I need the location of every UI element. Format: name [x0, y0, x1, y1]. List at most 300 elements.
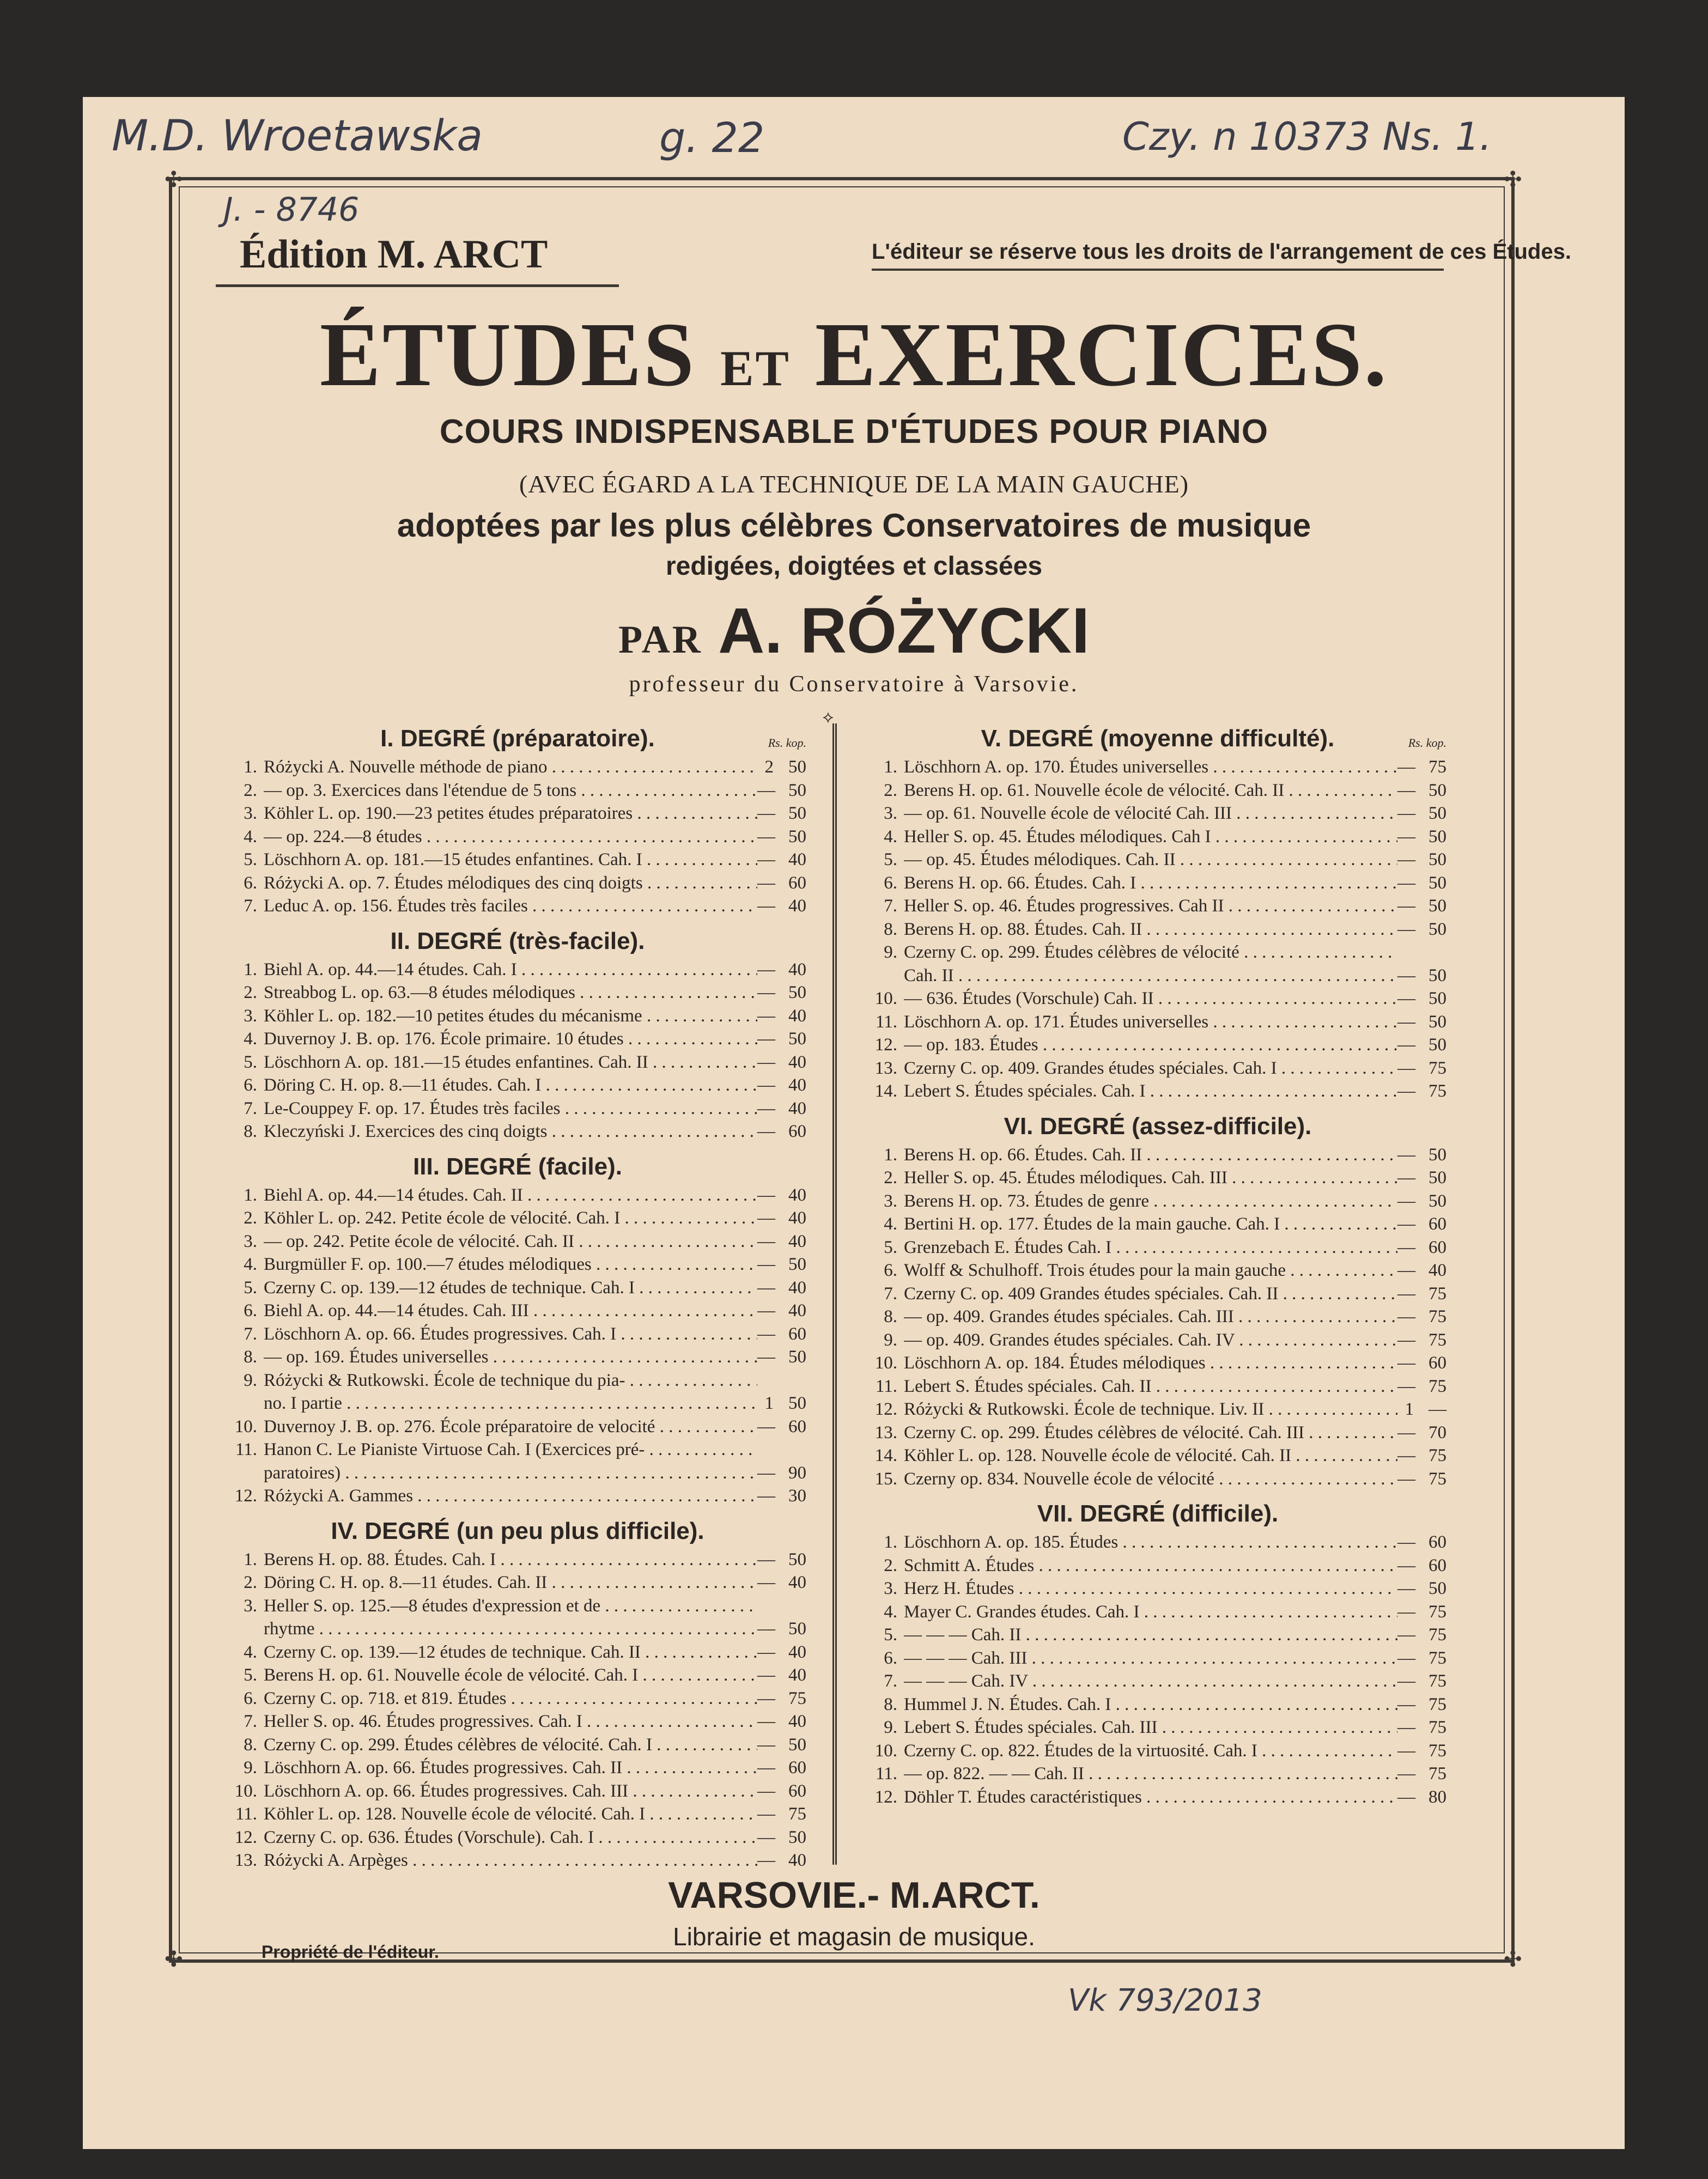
item-price-roubles: —: [1397, 1787, 1415, 1807]
item-number: 5.: [884, 1237, 897, 1257]
item-number: 15.: [874, 1469, 897, 1489]
item-price-kopecks: 75: [1429, 1307, 1446, 1326]
item-title: Berens H. op. 66. Études. Cah. II . . .: [904, 1143, 1397, 1167]
item-title: Czerny C. op. 409. Grandes études spéciales. Cah. I . . .: [904, 1057, 1397, 1080]
list-item: [229, 1415, 806, 1439]
list-item: [229, 779, 806, 802]
item-price-roubles: —: [1397, 1469, 1415, 1489]
handwritten-inventory: Czy. n 10373 Ns. 1.: [1122, 114, 1492, 159]
item-price-kopecks: 40: [788, 1185, 806, 1205]
item-price-kopecks: 40: [788, 1712, 806, 1731]
title-word-etudes: ÉTUDES: [319, 304, 696, 405]
item-price-kopecks: 75: [1429, 757, 1446, 777]
item-number: 6.: [244, 1688, 257, 1708]
item-title: Burgmüller F. op. 100.—7 études mélodiques . . .: [264, 1253, 757, 1276]
list-item: [869, 1600, 1446, 1624]
item-price-kopecks: 60: [788, 1122, 806, 1141]
item-price-roubles: —: [1397, 1555, 1415, 1575]
main-title: [0, 302, 1708, 407]
item-number: 12.: [874, 1399, 897, 1419]
item-number: 13.: [874, 1422, 897, 1442]
item-price-kopecks: 50: [788, 1827, 806, 1847]
handwritten-stamp: Vk 793/2013: [1068, 1983, 1262, 2018]
list-item: [869, 848, 1446, 872]
item-price-roubles: —: [1397, 896, 1415, 916]
item-title: Lebert S. Études spéciales. Cah. I . . .: [904, 1080, 1397, 1103]
item-price-roubles: —: [1397, 1694, 1415, 1714]
item-price-roubles: —: [757, 1734, 775, 1755]
item-title: — op. 409. Grandes études spéciales. Cah. III . . .: [904, 1305, 1397, 1329]
item-price-kopecks: 60: [788, 873, 806, 893]
edition-label: Édition M. ARCT: [240, 232, 548, 277]
item-number: 10.: [874, 989, 897, 1008]
list-item: [869, 1531, 1446, 1554]
item-number: 5.: [244, 1277, 257, 1298]
item-title: Mayer C. Grandes études. Cah. I . . .: [904, 1600, 1397, 1624]
item-number: 11.: [875, 1376, 897, 1396]
item-price-roubles: —: [757, 1052, 775, 1072]
currency-label: Rs. kop.: [1408, 736, 1446, 750]
item-price-roubles: —: [757, 850, 775, 869]
degree-heading-label: VII. DEGRÉ (difficile).: [1037, 1500, 1279, 1527]
item-number: 12.: [874, 1035, 897, 1055]
item-price-roubles: —: [1397, 1168, 1415, 1188]
item-title: Köhler L. op. 182.—10 petites études du mécanisme . . .: [264, 1005, 757, 1028]
item-price-kopecks: 60: [1429, 1353, 1446, 1373]
item-number: 3.: [244, 1596, 257, 1616]
list-item: [229, 1120, 806, 1143]
item-number: 12.: [874, 1787, 897, 1807]
item-price-kopecks: 60: [1429, 1532, 1446, 1552]
item-title: Cah. II . . .: [904, 964, 1397, 988]
item-price-kopecks: 75: [1429, 1469, 1446, 1489]
item-price-kopecks: 50: [1429, 896, 1446, 916]
item-price-kopecks: 40: [788, 1277, 806, 1298]
item-number: 6.: [884, 873, 897, 893]
item-price-kopecks: 40: [788, 1665, 806, 1685]
item-title: Biehl A. op. 44.—14 études. Cah. I . . .: [264, 958, 757, 982]
list-item: [869, 987, 1446, 1011]
list-item: [869, 894, 1446, 918]
item-number: 9.: [884, 1718, 897, 1737]
handwritten-owner: M.D. Wroetawska: [112, 112, 483, 161]
item-title: Leduc A. op. 156. Études très faciles . . .: [264, 894, 757, 918]
list-item: [869, 825, 1446, 849]
item-price-roubles: —: [1397, 1012, 1415, 1032]
item-title: Kleczyński J. Exercices des cinq doigts . . .: [264, 1120, 757, 1143]
list-item: [229, 1548, 806, 1572]
item-number: 7.: [884, 1283, 897, 1304]
item-price-kopecks: 75: [1429, 1671, 1446, 1691]
item-price-roubles: [757, 1369, 774, 1392]
item-price-kopecks: 50: [1429, 1168, 1446, 1188]
item-number: 4.: [244, 1642, 257, 1662]
list-item: [229, 1733, 806, 1757]
list-item: [229, 1849, 806, 1872]
item-number: 7.: [884, 896, 897, 916]
item-number: 3.: [884, 1579, 897, 1598]
item-number: [229, 1462, 264, 1485]
item-price-roubles: —: [1397, 1718, 1415, 1737]
item-price-roubles: —: [1397, 1145, 1415, 1165]
list-item: [229, 1207, 806, 1230]
item-price-kopecks: 50: [788, 1347, 806, 1367]
item-price-kopecks: 40: [788, 1006, 806, 1026]
item-title: Różycki A. Gammes . . .: [264, 1484, 757, 1508]
list-item: [229, 1074, 806, 1097]
item-title: Różycki A. op. 7. Études mélodiques des cinq doigts . . .: [264, 872, 757, 895]
property-note: Propriété de l'éditeur.: [262, 1942, 439, 1962]
item-price-kopecks: 40: [788, 1075, 806, 1095]
list-item: [229, 1097, 806, 1121]
list-item: [869, 918, 1446, 941]
item-number: 8.: [884, 1694, 897, 1714]
item-price-roubles: —: [1397, 965, 1415, 985]
item-number: 1.: [244, 1185, 257, 1205]
item-title: Löschhorn A. op. 181.—15 études enfantines. Cah. I . . .: [264, 848, 757, 872]
item-price-roubles: —: [1397, 873, 1415, 893]
list-item: [229, 958, 806, 982]
item-price-kopecks: 50: [1429, 919, 1446, 939]
item-price-roubles: —: [757, 873, 775, 893]
list-item: [229, 1484, 806, 1508]
item-number: 5.: [244, 1665, 257, 1685]
item-price-kopecks: 50: [1429, 873, 1446, 893]
list-item: [869, 1213, 1446, 1236]
item-number: 4.: [244, 1029, 257, 1049]
list-item: [229, 825, 806, 849]
list-item: [229, 1687, 806, 1711]
item-price-roubles: —: [757, 1712, 775, 1731]
degree-heading-label: VI. DEGRÉ (assez-difficile).: [1004, 1112, 1312, 1140]
degree-heading-label: II. DEGRÉ (très-facile).: [390, 927, 645, 954]
item-price-roubles: —: [757, 1642, 775, 1662]
publisher-line: VARSOVIE.- M.ARCT.: [668, 1874, 1040, 1916]
list-item: [229, 1346, 806, 1369]
currency-label: Rs. kop.: [768, 736, 806, 750]
list-item: [229, 1027, 806, 1051]
item-price-kopecks: 90: [788, 1463, 806, 1483]
list-item: [869, 1670, 1446, 1693]
section-spacer: [869, 1490, 1446, 1497]
item-title: paratoires) . . .: [264, 1462, 757, 1485]
item-title: Czerny C. op. 636. Études (Vorschule). Cah. I . . .: [264, 1826, 757, 1849]
item-number: 6.: [884, 1261, 897, 1280]
item-title: Biehl A. op. 44.—14 études. Cah. III . . .: [264, 1299, 757, 1323]
item-number: [869, 964, 904, 988]
list-item: [229, 1617, 806, 1641]
list-item: [229, 756, 806, 779]
item-number: 5.: [884, 850, 897, 869]
item-title: Berens H. op. 73. Études de genre . . .: [904, 1190, 1397, 1213]
item-title: Köhler L. op. 128. Nouvelle école de vélocité. Cah. I . . .: [264, 1803, 757, 1826]
item-price-roubles: —: [757, 1486, 775, 1506]
item-price-roubles: —: [1397, 1671, 1415, 1691]
list-item: [869, 1623, 1446, 1647]
item-title: Löschhorn A. op. 170. Études universelles . . .: [904, 756, 1397, 779]
item-price-kopecks: 75: [1429, 1648, 1446, 1668]
item-title: Berens H. op. 88. Études. Cah. II . . .: [904, 918, 1397, 941]
item-title: Löschhorn A. op. 184. Études mélodiques . . .: [904, 1352, 1397, 1375]
degree-heading-label: V. DEGRÉ (moyenne difficulté).: [981, 725, 1335, 752]
item-price-kopecks: 75: [1429, 1446, 1446, 1465]
list-item: [229, 1230, 806, 1253]
edition-underline: [216, 284, 619, 287]
item-title: Köhler L. op. 128. Nouvelle école de vélocité. Cah. II . . .: [904, 1444, 1397, 1468]
list-item: [229, 1594, 806, 1618]
item-price-kopecks: 75: [1429, 1764, 1446, 1784]
list-item: [229, 1299, 806, 1323]
catalog-right-column: [869, 722, 1446, 1809]
item-title: Berens H. op. 66. Études. Cah. I . . .: [904, 872, 1397, 895]
handwritten-shelfmark: J. - 8746: [223, 191, 360, 229]
item-price-kopecks: 50: [788, 1029, 806, 1049]
shop-line: Librairie et magasin de musique.: [673, 1922, 1035, 1951]
item-number: 10.: [234, 1416, 257, 1437]
item-number: 9.: [244, 1758, 257, 1778]
item-price-roubles: —: [1397, 1579, 1415, 1598]
classees-line: redigées, doigtées et classées: [665, 552, 1043, 581]
item-number: 13.: [874, 1058, 897, 1078]
item-price-kopecks: 60: [788, 1416, 806, 1437]
list-item: [869, 1080, 1446, 1103]
item-price-kopecks: 40: [788, 1098, 806, 1118]
item-price-roubles: —: [757, 1549, 775, 1569]
item-title: — — — Cah. II . . .: [904, 1623, 1397, 1647]
item-title: no. I partie . . .: [264, 1392, 757, 1415]
item-price-kopecks: 75: [1429, 1602, 1446, 1622]
item-title: Wolff & Schulhoff. Trois études pour la main gauche . . .: [904, 1259, 1397, 1282]
item-price-kopecks: 75: [1429, 1330, 1446, 1350]
item-price-roubles: —: [1397, 850, 1415, 869]
item-title: Berens H. op. 61. Nouvelle école de vélocité. Cah. I . . .: [264, 1664, 757, 1687]
item-price-roubles: —: [1397, 1058, 1415, 1078]
item-price-kopecks: [1414, 941, 1446, 964]
item-number: 5.: [244, 850, 257, 869]
item-number: 10.: [234, 1781, 257, 1801]
item-title: Bertini H. op. 177. Études de la main gauche. Cah. I . . .: [904, 1213, 1397, 1236]
item-number: 9.: [884, 942, 897, 962]
list-item: [229, 1803, 806, 1826]
item-price-kopecks: 75: [1429, 1625, 1446, 1645]
item-price-kopecks: 50: [1429, 965, 1446, 985]
list-item: [229, 1710, 806, 1733]
item-price-roubles: —: [1397, 919, 1415, 939]
item-price-roubles: —: [757, 1277, 775, 1298]
item-number: 9.: [244, 1370, 257, 1390]
item-price-kopecks: 75: [788, 1804, 806, 1824]
degree-heading: [229, 722, 806, 756]
list-item: [229, 1005, 806, 1028]
item-title: Döhler T. Études caractéristiques . . .: [904, 1786, 1397, 1809]
title-word-exercices: EXERCICES.: [815, 304, 1389, 405]
list-item: [869, 1143, 1446, 1167]
item-price-kopecks: 50: [788, 983, 806, 1002]
divider-ornament-icon: ⟡: [823, 708, 834, 726]
item-price-roubles: —: [1397, 780, 1415, 800]
item-price-kopecks: 40: [788, 1301, 806, 1320]
item-number: 2.: [884, 1555, 897, 1575]
item-price-roubles: —: [757, 1122, 775, 1141]
list-item: [869, 1166, 1446, 1190]
item-number: 7.: [244, 1712, 257, 1731]
corner-ornament-icon: ✣: [165, 1947, 183, 1971]
item-title: — op. 409. Grandes études spéciales. Cah. IV . . .: [904, 1329, 1397, 1352]
item-number: 2.: [244, 983, 257, 1002]
item-title: Czerny C. op. 299. Études célèbres de vélocité. Cah. I . . .: [264, 1733, 757, 1757]
list-item: [869, 1259, 1446, 1282]
item-price-roubles: 1: [764, 1393, 774, 1413]
list-item: [869, 872, 1446, 895]
item-price-kopecks: 50: [788, 1619, 806, 1639]
item-price-roubles: —: [1397, 1214, 1415, 1234]
degree-heading-label: IV. DEGRÉ (un peu plus difficile).: [331, 1517, 704, 1544]
item-price-kopecks: 75: [1429, 1376, 1446, 1396]
item-number: 12.: [234, 1486, 257, 1506]
item-price-roubles: —: [757, 1098, 775, 1118]
item-price-kopecks: 75: [1429, 1058, 1446, 1078]
corner-ornament-icon: ✣: [1504, 1947, 1522, 1971]
item-number: 11.: [875, 1012, 897, 1032]
list-item: [869, 941, 1446, 964]
item-title: Czerny C. op. 299. Études célèbres de vélocité. Cah. III . . .: [904, 1421, 1397, 1445]
item-price-kopecks: 50: [1429, 1035, 1446, 1055]
item-title: — op. 242. Petite école de vélocité. Cah. II . . .: [264, 1230, 757, 1253]
item-number: 6.: [244, 1301, 257, 1320]
list-item: [229, 981, 806, 1005]
item-price-roubles: —: [1397, 1283, 1415, 1304]
item-title: Hanon C. Le Pianiste Virtuose Cah. I (Exercices pré- . . .: [264, 1438, 757, 1462]
item-price-kopecks: 50: [788, 1255, 806, 1274]
item-number: 12.: [234, 1827, 257, 1847]
list-item: [229, 802, 806, 825]
item-number: 7.: [244, 896, 257, 916]
item-title: Löschhorn A. op. 66. Études progressives. Cah. III . . .: [264, 1780, 757, 1803]
section-spacer: [229, 1508, 806, 1514]
item-price-roubles: —: [757, 1006, 775, 1026]
item-title: Löschhorn A. op. 171. Études universelles . . .: [904, 1011, 1397, 1034]
item-title: Czerny C. op. 822. Études de la virtuosité. Cah. I . . .: [904, 1739, 1397, 1763]
list-item: [869, 1057, 1446, 1080]
item-title: Czerny C. op. 718. et 819. Études . . .: [264, 1687, 757, 1711]
item-price-kopecks: 75: [788, 1688, 806, 1708]
item-title: — op. 61. Nouvelle école de vélocité Cah. III . . .: [904, 802, 1397, 825]
item-price-roubles: 1: [1405, 1399, 1414, 1419]
item-price-roubles: —: [757, 1463, 775, 1483]
item-number: 8.: [244, 1122, 257, 1141]
item-number: [229, 1617, 264, 1641]
subtitle-left-hand: (AVEC ÉGARD A LA TECHNIQUE DE LA MAIN GAUCHE): [519, 470, 1189, 498]
section-spacer: [869, 1103, 1446, 1110]
item-price-kopecks: 50: [1429, 826, 1446, 847]
item-number: 3.: [244, 1231, 257, 1251]
item-title: Heller S. op. 125.—8 études d'expression et de . . .: [264, 1594, 757, 1618]
item-price-roubles: —: [757, 1827, 775, 1847]
list-item: [869, 1329, 1446, 1352]
item-price-kopecks: 75: [1429, 1718, 1446, 1737]
item-number: 4.: [884, 826, 897, 847]
item-title: Herz H. Études . . .: [904, 1577, 1397, 1600]
item-price-roubles: —: [757, 1804, 775, 1824]
item-price-kopecks: —: [1429, 1399, 1446, 1419]
list-item: [229, 1438, 806, 1462]
item-price-kopecks: 40: [788, 959, 806, 979]
item-number: 11.: [235, 1804, 257, 1824]
degree-heading-label: III. DEGRÉ (facile).: [413, 1153, 622, 1180]
list-item: [229, 848, 806, 872]
item-price-roubles: —: [1397, 1764, 1415, 1784]
item-price-kopecks: 30: [788, 1486, 806, 1506]
list-item: [869, 779, 1446, 802]
adopted-line: adoptées par les plus célèbres Conservatoires de musique: [397, 507, 1311, 544]
item-price-roubles: —: [1397, 1307, 1415, 1326]
item-title: — — — Cah. IV . . .: [904, 1670, 1397, 1693]
rights-underline: [872, 269, 1444, 271]
item-price-roubles: —: [1397, 1532, 1415, 1552]
item-title: Czerny C. op. 139.—12 études de technique. Cah. I . . .: [264, 1276, 757, 1300]
author-name: A. RÓŻYCKI: [718, 595, 1090, 667]
item-price-roubles: —: [757, 1185, 775, 1205]
item-number: 11.: [235, 1440, 257, 1459]
item-price-roubles: —: [1397, 1648, 1415, 1668]
list-item: [869, 1786, 1446, 1809]
list-item: [229, 1571, 806, 1594]
item-title: Heller S. op. 45. Études mélodiques. Cah I . . .: [904, 825, 1397, 849]
item-price-roubles: —: [1397, 1740, 1415, 1761]
column-divider: [832, 723, 837, 1865]
item-price-kopecks: 60: [788, 1324, 806, 1344]
author-par: PAR: [618, 618, 703, 661]
item-price-kopecks: 50: [1429, 989, 1446, 1008]
list-item: [869, 756, 1446, 779]
item-price-roubles: —: [757, 1255, 775, 1274]
item-price-kopecks: 50: [788, 1734, 806, 1755]
item-price-roubles: —: [757, 1573, 775, 1592]
item-number: 3.: [884, 804, 897, 823]
corner-ornament-icon: ✣: [165, 167, 183, 192]
list-item: [869, 1762, 1446, 1786]
item-price-roubles: —: [757, 1619, 775, 1639]
item-number: 6.: [884, 1648, 897, 1668]
title-word-et: ET: [720, 340, 791, 396]
degree-heading: [229, 924, 806, 958]
list-item: [869, 1739, 1446, 1763]
item-title: Le-Couppey F. op. 17. Études très faciles . . .: [264, 1097, 757, 1121]
list-item: [229, 1664, 806, 1687]
item-number: 5.: [884, 1625, 897, 1645]
item-number: 1.: [884, 1532, 897, 1552]
item-title: Löschhorn A. op. 66. Études progressives. Cah. II . . .: [264, 1756, 757, 1780]
item-number: 2.: [884, 1168, 897, 1188]
item-price-kopecks: 60: [1429, 1555, 1446, 1575]
list-item: [229, 894, 806, 918]
item-price-kopecks: 60: [1429, 1237, 1446, 1257]
item-number: 1.: [884, 757, 897, 777]
item-price-kopecks: 50: [1429, 780, 1446, 800]
degree-heading: [229, 1514, 806, 1548]
item-title: Lebert S. Études spéciales. Cah. II . . .: [904, 1375, 1397, 1398]
list-item: [229, 1756, 806, 1780]
item-title: Döring C. H. op. 8.—11 études. Cah. I . . .: [264, 1074, 757, 1097]
item-title: Köhler L. op. 190.—23 petites études préparatoires . . .: [264, 802, 757, 825]
item-price-kopecks: 60: [1429, 1214, 1446, 1234]
list-item: [869, 1398, 1446, 1421]
item-number: [229, 1392, 264, 1415]
item-title: Streabbog L. op. 63.—8 études mélodiques . . .: [264, 981, 757, 1005]
item-number: 7.: [244, 1324, 257, 1344]
section-spacer: [229, 918, 806, 924]
item-title: Lebert S. Études spéciales. Cah. III . . .: [904, 1716, 1397, 1739]
